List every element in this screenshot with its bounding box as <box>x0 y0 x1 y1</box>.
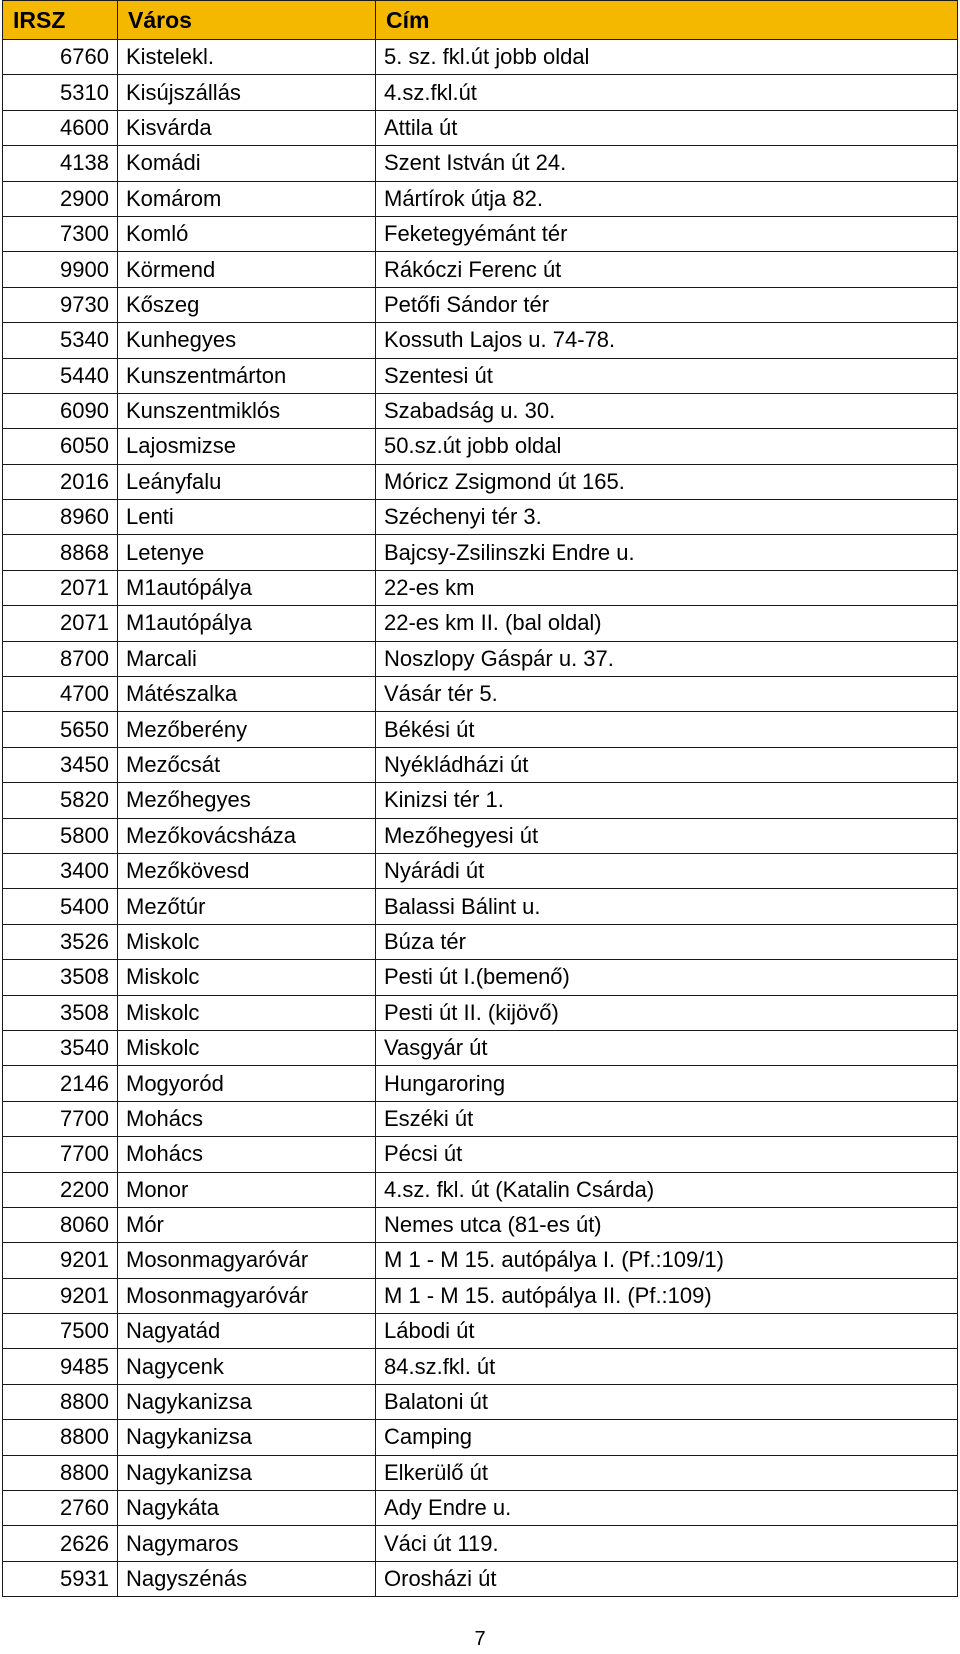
cell-city: Körmend <box>118 252 376 287</box>
cell-address: Szabadság u. 30. <box>376 393 958 428</box>
cell-address: 22-es km II. (bal oldal) <box>376 606 958 641</box>
cell-irsz: 8060 <box>3 1207 118 1242</box>
table-row <box>3 1455 958 1490</box>
cell-city: Mezőkövesd <box>118 853 376 888</box>
cell-city: Kisújszállás <box>118 75 376 110</box>
cell-address: M 1 - M 15. autópálya II. (Pf.:109) <box>376 1278 958 1313</box>
cell-city: Kisvárda <box>118 110 376 145</box>
cell-address: 22-es km <box>376 570 958 605</box>
table-row <box>3 1066 958 1101</box>
table-header <box>3 1 958 40</box>
table-row <box>3 677 958 712</box>
cell-address: Noszlopy Gáspár u. 37. <box>376 641 958 676</box>
cell-irsz: 2071 <box>3 570 118 605</box>
cell-city: Mezőhegyes <box>118 783 376 818</box>
cell-city: Miskolc <box>118 1030 376 1065</box>
cell-address: Pécsi út <box>376 1137 958 1172</box>
cell-city: Mezőcsát <box>118 747 376 782</box>
cell-irsz: 8800 <box>3 1384 118 1419</box>
cell-address: 4.sz. fkl. út (Katalin Csárda) <box>376 1172 958 1207</box>
cell-address: Pesti út II. (kijövő) <box>376 995 958 1030</box>
cell-address: Elkerülő út <box>376 1455 958 1490</box>
cell-city: Mogyoród <box>118 1066 376 1101</box>
table-row <box>3 181 958 216</box>
cell-irsz: 2071 <box>3 606 118 641</box>
cell-city: M1autópálya <box>118 570 376 605</box>
table-row <box>3 110 958 145</box>
table-row <box>3 1420 958 1455</box>
table-body <box>3 40 958 1597</box>
cell-city: Marcali <box>118 641 376 676</box>
cell-city: Monor <box>118 1172 376 1207</box>
cell-address: Balassi Bálint u. <box>376 889 958 924</box>
table-row <box>3 570 958 605</box>
cell-address: Petőfi Sándor tér <box>376 287 958 322</box>
table-row <box>3 535 958 570</box>
cell-address: Nemes utca (81-es út) <box>376 1207 958 1242</box>
cell-address: 4.sz.fkl.út <box>376 75 958 110</box>
cell-city: Mohács <box>118 1101 376 1136</box>
cell-city: Mezőtúr <box>118 889 376 924</box>
cell-irsz: 5340 <box>3 323 118 358</box>
cell-irsz: 3400 <box>3 853 118 888</box>
cell-city: Miskolc <box>118 924 376 959</box>
header-irsz: IRSZ <box>3 1 118 40</box>
table-row <box>3 1561 958 1596</box>
table-row <box>3 818 958 853</box>
cell-irsz: 5440 <box>3 358 118 393</box>
table-row <box>3 1207 958 1242</box>
cell-address: Kinizsi tér 1. <box>376 783 958 818</box>
table-row <box>3 641 958 676</box>
cell-irsz: 3450 <box>3 747 118 782</box>
cell-address: Feketegyémánt tér <box>376 216 958 251</box>
cell-address: 84.sz.fkl. út <box>376 1349 958 1384</box>
table-row <box>3 1314 958 1349</box>
cell-address: Nyékládházi út <box>376 747 958 782</box>
table-row <box>3 889 958 924</box>
cell-address: Lábodi út <box>376 1314 958 1349</box>
cell-irsz: 5800 <box>3 818 118 853</box>
cell-address: Ady Endre u. <box>376 1491 958 1526</box>
table-row <box>3 40 958 75</box>
cell-irsz: 3508 <box>3 995 118 1030</box>
cell-city: Mosonmagyaróvár <box>118 1243 376 1278</box>
cell-address: 50.sz.út jobb oldal <box>376 429 958 464</box>
cell-city: Letenye <box>118 535 376 570</box>
table-row <box>3 252 958 287</box>
table-row <box>3 1384 958 1419</box>
cell-address: Balatoni út <box>376 1384 958 1419</box>
cell-irsz: 3526 <box>3 924 118 959</box>
table-row <box>3 1526 958 1561</box>
cell-irsz: 7700 <box>3 1101 118 1136</box>
cell-address: Mártírok útja 82. <box>376 181 958 216</box>
cell-address: Váci út 119. <box>376 1526 958 1561</box>
table-row <box>3 960 958 995</box>
table-row <box>3 323 958 358</box>
cell-city: Mátészalka <box>118 677 376 712</box>
cell-address: Kossuth Lajos u. 74-78. <box>376 323 958 358</box>
cell-irsz: 5820 <box>3 783 118 818</box>
cell-irsz: 8800 <box>3 1455 118 1490</box>
cell-city: Mezőberény <box>118 712 376 747</box>
cell-irsz: 7700 <box>3 1137 118 1172</box>
table-row <box>3 1491 958 1526</box>
table-row <box>3 287 958 322</box>
page-number: 7 <box>474 1628 486 1650</box>
cell-irsz: 8700 <box>3 641 118 676</box>
table-row <box>3 358 958 393</box>
cell-city: Lenti <box>118 500 376 535</box>
cell-irsz: 7300 <box>3 216 118 251</box>
cell-city: Komádi <box>118 146 376 181</box>
cell-city: Nagykanizsa <box>118 1384 376 1419</box>
cell-irsz: 2760 <box>3 1491 118 1526</box>
header-city: Város <box>118 1 376 40</box>
cell-irsz: 4600 <box>3 110 118 145</box>
cell-city: Lajosmizse <box>118 429 376 464</box>
cell-city: Kőszeg <box>118 287 376 322</box>
table-row <box>3 853 958 888</box>
cell-address: 5. sz. fkl.út jobb oldal <box>376 40 958 75</box>
cell-irsz: 8960 <box>3 500 118 535</box>
table-row <box>3 747 958 782</box>
cell-irsz: 6050 <box>3 429 118 464</box>
cell-irsz: 7500 <box>3 1314 118 1349</box>
cell-address: Bajcsy-Zsilinszki Endre u. <box>376 535 958 570</box>
cell-address: Széchenyi tér 3. <box>376 500 958 535</box>
cell-city: Nagycenk <box>118 1349 376 1384</box>
table-row <box>3 712 958 747</box>
cell-city: Nagymaros <box>118 1526 376 1561</box>
table-row <box>3 500 958 535</box>
address-table <box>2 0 958 1597</box>
cell-city: Nagykáta <box>118 1491 376 1526</box>
cell-address: Búza tér <box>376 924 958 959</box>
cell-city: Leányfalu <box>118 464 376 499</box>
cell-irsz: 5400 <box>3 889 118 924</box>
cell-address: Vásár tér 5. <box>376 677 958 712</box>
cell-address: Orosházi út <box>376 1561 958 1596</box>
cell-city: Kunhegyes <box>118 323 376 358</box>
cell-city: Mór <box>118 1207 376 1242</box>
cell-address: Nyárádi út <box>376 853 958 888</box>
cell-city: Mosonmagyaróvár <box>118 1278 376 1313</box>
cell-irsz: 5650 <box>3 712 118 747</box>
cell-city: Kunszentmárton <box>118 358 376 393</box>
table-row <box>3 464 958 499</box>
cell-irsz: 6090 <box>3 393 118 428</box>
table-row <box>3 1172 958 1207</box>
cell-city: Nagyszénás <box>118 1561 376 1596</box>
table-row <box>3 1137 958 1172</box>
cell-irsz: 9201 <box>3 1243 118 1278</box>
cell-irsz: 2146 <box>3 1066 118 1101</box>
cell-irsz: 8800 <box>3 1420 118 1455</box>
table-row <box>3 1278 958 1313</box>
cell-irsz: 2016 <box>3 464 118 499</box>
cell-address: Békési út <box>376 712 958 747</box>
cell-city: Nagykanizsa <box>118 1455 376 1490</box>
table-row <box>3 1101 958 1136</box>
table-row <box>3 1030 958 1065</box>
cell-address: Hungaroring <box>376 1066 958 1101</box>
cell-address: Móricz Zsigmond út 165. <box>376 464 958 499</box>
cell-irsz: 9201 <box>3 1278 118 1313</box>
cell-irsz: 3508 <box>3 960 118 995</box>
cell-city: Komárom <box>118 181 376 216</box>
cell-irsz: 2626 <box>3 1526 118 1561</box>
cell-city: M1autópálya <box>118 606 376 641</box>
cell-irsz: 9900 <box>3 252 118 287</box>
header-address: Cím <box>376 1 958 40</box>
table-row <box>3 146 958 181</box>
cell-irsz: 6760 <box>3 40 118 75</box>
cell-address: Vasgyár út <box>376 1030 958 1065</box>
cell-address: Eszéki út <box>376 1101 958 1136</box>
cell-city: Kistelekl. <box>118 40 376 75</box>
cell-irsz: 9485 <box>3 1349 118 1384</box>
table-row <box>3 216 958 251</box>
cell-address: Szent István út 24. <box>376 146 958 181</box>
header-row <box>3 1 958 40</box>
cell-irsz: 3540 <box>3 1030 118 1065</box>
cell-address: M 1 - M 15. autópálya I. (Pf.:109/1) <box>376 1243 958 1278</box>
cell-irsz: 5931 <box>3 1561 118 1596</box>
cell-irsz: 2900 <box>3 181 118 216</box>
cell-address: Mezőhegyesi út <box>376 818 958 853</box>
table-row <box>3 924 958 959</box>
cell-irsz: 4700 <box>3 677 118 712</box>
cell-address: Szentesi út <box>376 358 958 393</box>
cell-city: Kunszentmiklós <box>118 393 376 428</box>
table-row <box>3 1243 958 1278</box>
table-row <box>3 429 958 464</box>
cell-city: Miskolc <box>118 960 376 995</box>
cell-irsz: 4138 <box>3 146 118 181</box>
table-row <box>3 995 958 1030</box>
cell-address: Attila út <box>376 110 958 145</box>
cell-city: Mohács <box>118 1137 376 1172</box>
cell-city: Miskolc <box>118 995 376 1030</box>
cell-address: Rákóczi Ferenc út <box>376 252 958 287</box>
cell-irsz: 9730 <box>3 287 118 322</box>
cell-irsz: 5310 <box>3 75 118 110</box>
cell-irsz: 2200 <box>3 1172 118 1207</box>
table-row <box>3 1349 958 1384</box>
cell-address: Camping <box>376 1420 958 1455</box>
cell-city: Nagykanizsa <box>118 1420 376 1455</box>
cell-city: Mezőkovácsháza <box>118 818 376 853</box>
table-row <box>3 783 958 818</box>
cell-address: Pesti út I.(bemenő) <box>376 960 958 995</box>
cell-irsz: 8868 <box>3 535 118 570</box>
cell-city: Komló <box>118 216 376 251</box>
table-row <box>3 75 958 110</box>
table-row <box>3 606 958 641</box>
table-row <box>3 393 958 428</box>
cell-city: Nagyatád <box>118 1314 376 1349</box>
